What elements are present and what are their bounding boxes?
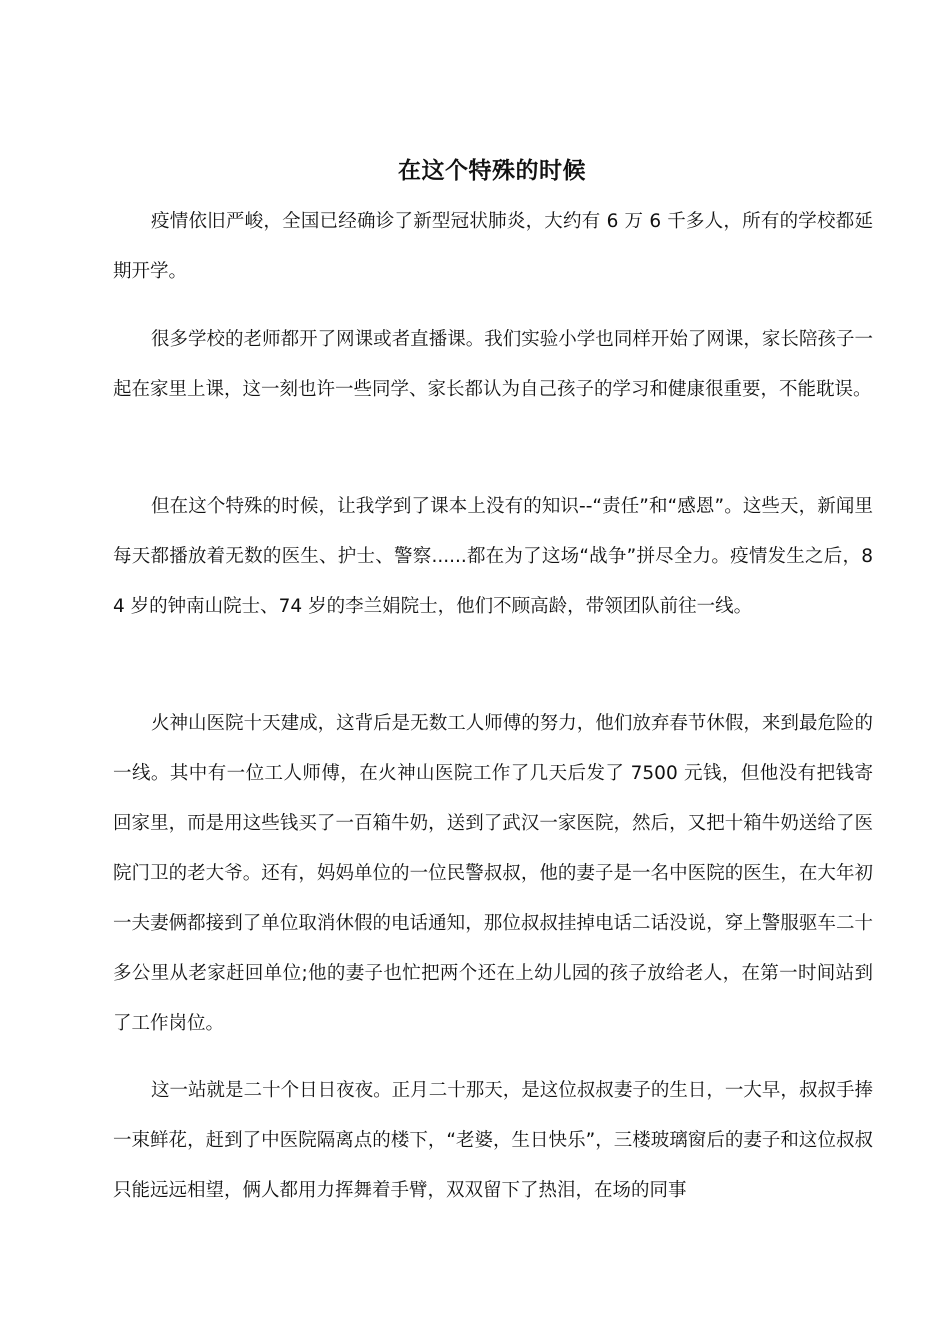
paragraph-3: 但在这个特殊的时候，让我学到了课本上没有的知识--“责任”和“感恩”。这些天，新闻里每天都播放着无数的医生、护士、警察......都在为了这场“战争”拼尽全力。疫情发生之后，84 岁的钟南山院士、74 岁的李兰娟院士，他们不顾高龄，带领团队前往一线。 <box>113 496 873 617</box>
paragraph-5: 这一站就是二十个日日夜夜。正月二十那天，是这位叔叔妻子的生日，一大早，叔叔手捧一束鲜花，赶到了中医院隔离点的楼下，“老婆，生日快乐”，三楼玻璃窗后的妻子和这位叔叔只能远远相望，俩人都用力挥舞着手臂，双双留下了热泪，在场的同事 <box>113 1080 873 1201</box>
paragraph-2: 很多学校的老师都开了网课或者直播课。我们实验小学也同样开始了网课，家长陪孩子一起在家里上课，这一刻也许一些同学、家长都认为自己孩子的学习和健康很重要，不能耽误。 <box>113 329 873 400</box>
paragraph-1: 疫情依旧严峻，全国已经确诊了新型冠状肺炎，大约有 6 万 6 千多人，所有的学校都延期开学。 <box>113 211 873 282</box>
paragraph-4: 火神山医院十天建成，这背后是无数工人师傅的努力，他们放弃春节休假，来到最危险的一线。其中有一位工人师傅，在火神山医院工作了几天后发了 7500 元钱，但他没有把钱寄回家里，而是用这些钱买了一百箱牛奶，送到了武汉一家医院，然后，又把十箱牛奶送给了医院门卫的老大爷。还有，妈妈单位的一位民警叔叔，他的妻子是一名中医院的医生，在大年初一夫妻俩都接到了单位取消休假的电话通知，那位叔叔挂掉电话二话没说，穿上警服驱车二十多公里从老家赶回单位;他的妻子也忙把两个还在上幼儿园的孩子放给老人，在第一时间站到了工作岗位。 <box>113 713 873 1034</box>
document-title: 在这个特殊的时候 <box>398 158 586 185</box>
